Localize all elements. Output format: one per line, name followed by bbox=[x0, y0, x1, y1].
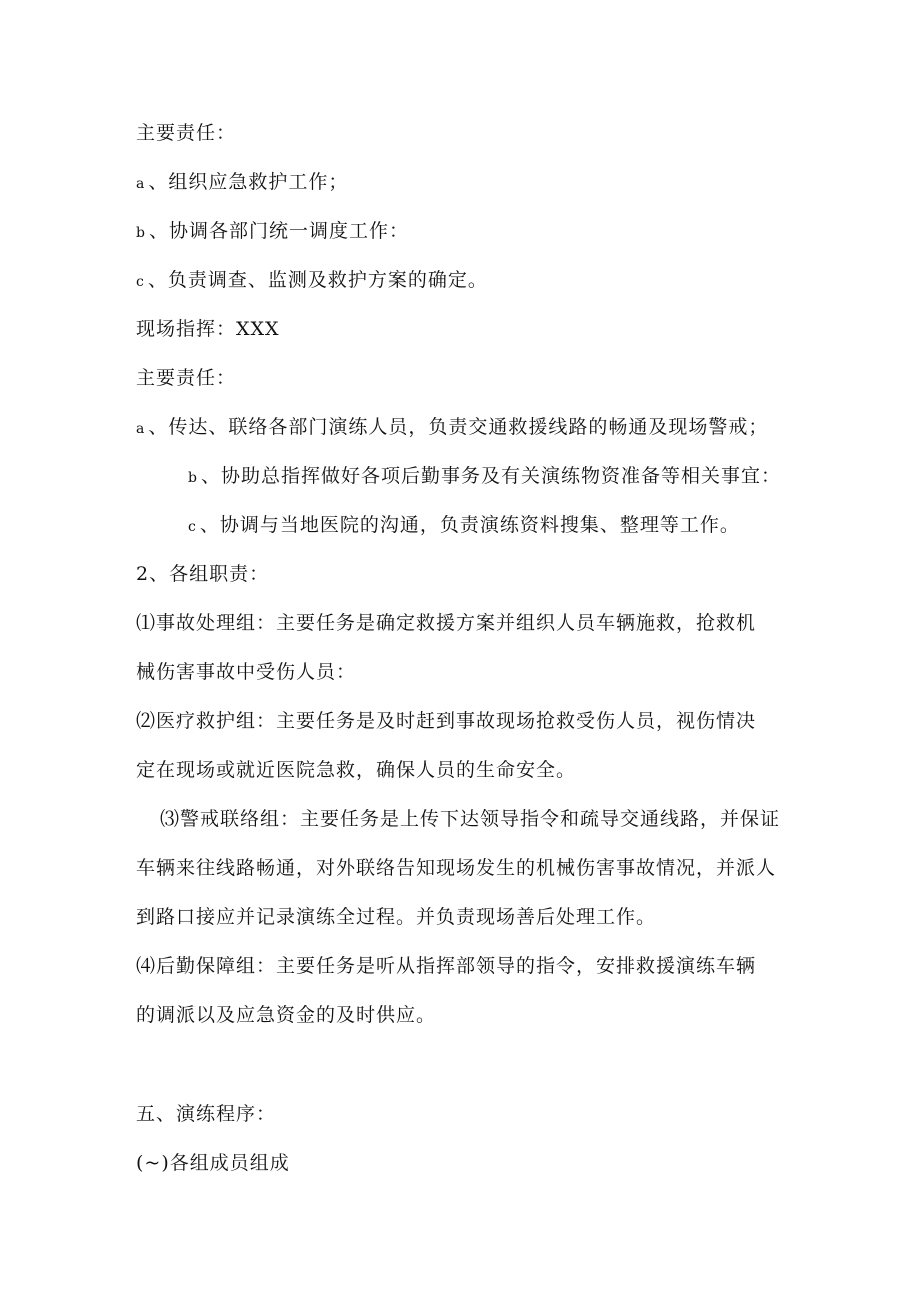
paragraph-line bbox=[136, 1003, 436, 1027]
paragraph-line bbox=[136, 905, 656, 929]
paragraph-line bbox=[136, 660, 356, 684]
line-text: 、组织应急救护工作； bbox=[148, 171, 349, 193]
paragraph-line bbox=[136, 954, 756, 978]
list-item bbox=[136, 268, 488, 294]
line-text: 、协调与当地医院的沟通，负责演练资料搜集、整理等工作。 bbox=[199, 514, 740, 536]
section-heading bbox=[136, 1102, 276, 1126]
line-text: 五、演练程序： bbox=[136, 1103, 277, 1125]
list-marker: b bbox=[136, 225, 145, 241]
line-text: 、协调各部门统一调度工作： bbox=[148, 220, 409, 242]
line-text: 的调派以及应急资金的及时供应。 bbox=[136, 1004, 437, 1026]
line-text: 、协助总指挥做好各项后勤事务及有关演练物资准备等相关事宜： bbox=[200, 465, 781, 487]
paragraph-line bbox=[136, 758, 576, 782]
line-text: ⑶警戒联络组：主要任务是上传下达领导指令和疏导交通线路，并保证 bbox=[160, 808, 781, 830]
text-line bbox=[136, 121, 236, 145]
list-marker: c bbox=[188, 519, 196, 535]
list-item bbox=[188, 464, 781, 490]
line-text: 车辆来往线路畅通，对外联络告知现场发生的机械伤害事故情况，并派人 bbox=[136, 857, 777, 879]
paragraph-line bbox=[136, 611, 756, 635]
line-text: 现场指挥：XXX bbox=[136, 318, 280, 340]
list-marker: b bbox=[188, 470, 197, 486]
paragraph-line bbox=[136, 856, 776, 880]
list-item bbox=[136, 415, 768, 441]
line-text: 主要责任： bbox=[136, 367, 237, 389]
line-text: ⑷后勤保障组：主要任务是听从指挥部领导的指令，安排救援演练车辆 bbox=[136, 955, 757, 977]
line-text: 、传达、联络各部门演练人员，负责交通救援线路的畅通及现场警戒； bbox=[148, 416, 769, 438]
line-text: (~)各组成员组成 bbox=[136, 1152, 290, 1174]
line-text: 械伤害事故中受伤人员： bbox=[136, 661, 357, 683]
list-item bbox=[136, 219, 409, 245]
line-text: 到路口接应并记录演练全过程。并负责现场善后处理工作。 bbox=[136, 906, 657, 928]
line-text: 、负责调查、监测及救护方案的确定。 bbox=[147, 269, 488, 291]
line-text: 2、各组职责： bbox=[136, 563, 270, 585]
list-marker: c bbox=[136, 274, 144, 290]
list-item bbox=[136, 170, 348, 196]
line-text: 主要责任： bbox=[136, 122, 237, 144]
list-marker: a bbox=[136, 421, 145, 437]
line-text: 定在现场或就近医院急救，确保人员的生命安全。 bbox=[136, 759, 577, 781]
list-marker: a bbox=[136, 176, 145, 192]
line-text: ⑴事故处理组：主要任务是确定救援方案并组织人员车辆施救，抢救机 bbox=[136, 612, 757, 634]
paragraph-line bbox=[136, 709, 756, 733]
line-text: ⑵医疗救护组：主要任务是及时赶到事故现场抢救受伤人员，视伤情决 bbox=[136, 710, 757, 732]
subsection-heading bbox=[136, 1151, 290, 1175]
text-line bbox=[136, 366, 236, 390]
section-heading bbox=[136, 562, 269, 586]
paragraph-line bbox=[160, 807, 780, 831]
list-item bbox=[188, 513, 740, 539]
text-line bbox=[136, 317, 280, 341]
